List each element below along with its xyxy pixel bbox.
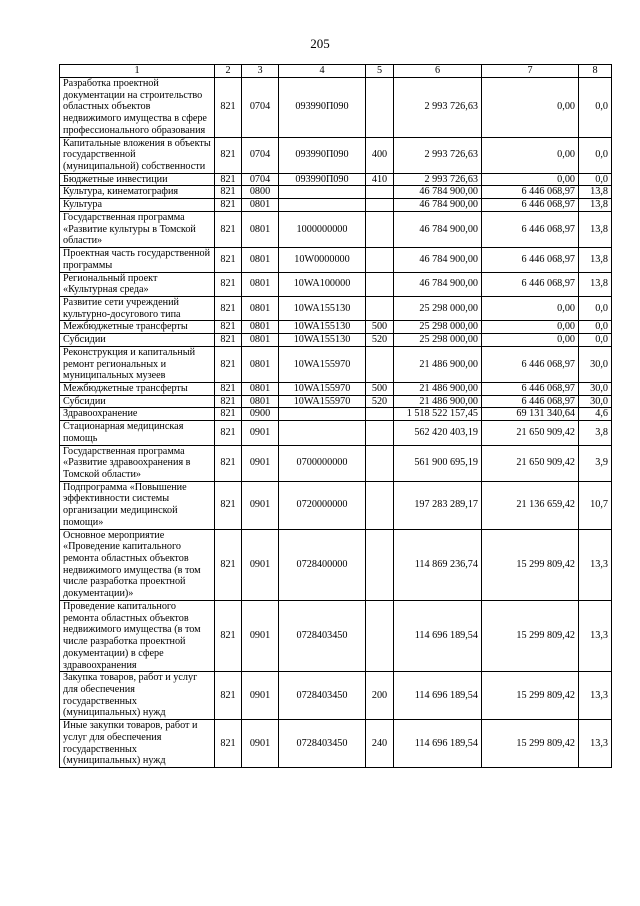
fact-amount-cell: 6 446 068,97 xyxy=(482,346,579,382)
plan-amount-cell: 197 283 289,17 xyxy=(394,481,482,529)
table-row xyxy=(60,272,612,296)
fact-amount-cell: 15 299 809,42 xyxy=(482,600,579,671)
section-code-cell: 0801 xyxy=(242,211,279,247)
plan-amount-cell: 2 993 726,63 xyxy=(394,137,482,173)
expense-type-cell xyxy=(366,211,394,247)
ved-code-cell: 821 xyxy=(215,186,242,199)
row-name-cell: Стационарная медицинская помощь xyxy=(60,421,215,445)
fact-amount-cell: 6 446 068,97 xyxy=(482,395,579,408)
section-code-cell: 0801 xyxy=(242,346,279,382)
ved-code-cell: 821 xyxy=(215,346,242,382)
section-code-cell: 0704 xyxy=(242,137,279,173)
expense-type-cell xyxy=(366,296,394,320)
section-code-cell: 0900 xyxy=(242,408,279,421)
plan-amount-cell: 46 784 900,00 xyxy=(394,272,482,296)
fact-amount-cell: 0,00 xyxy=(482,334,579,347)
header-cell: 6 xyxy=(394,65,482,78)
row-name-cell: Культура, кинематография xyxy=(60,186,215,199)
table-row xyxy=(60,481,612,529)
table-row xyxy=(60,211,612,247)
expense-type-cell xyxy=(366,199,394,212)
table-row xyxy=(60,395,612,408)
expense-type-cell xyxy=(366,272,394,296)
percent-cell: 3,8 xyxy=(579,421,612,445)
table-row xyxy=(60,186,612,199)
ved-code-cell: 821 xyxy=(215,173,242,186)
expense-type-cell xyxy=(366,445,394,481)
target-article-cell: 0728403450 xyxy=(279,600,366,671)
section-code-cell: 0901 xyxy=(242,600,279,671)
target-article-cell: 0728403450 xyxy=(279,672,366,720)
section-code-cell: 0901 xyxy=(242,672,279,720)
ved-code-cell: 821 xyxy=(215,211,242,247)
expense-type-cell xyxy=(366,421,394,445)
expense-type-cell: 520 xyxy=(366,395,394,408)
ved-code-cell: 821 xyxy=(215,137,242,173)
ved-code-cell: 821 xyxy=(215,248,242,272)
expense-type-cell xyxy=(366,600,394,671)
expense-type-cell: 410 xyxy=(366,173,394,186)
ved-code-cell: 821 xyxy=(215,321,242,334)
plan-amount-cell: 25 298 000,00 xyxy=(394,334,482,347)
table-row xyxy=(60,137,612,173)
percent-cell: 30,0 xyxy=(579,395,612,408)
target-article-cell xyxy=(279,199,366,212)
target-article-cell: 093990П090 xyxy=(279,137,366,173)
ved-code-cell: 821 xyxy=(215,296,242,320)
plan-amount-cell: 114 696 189,54 xyxy=(394,672,482,720)
ved-code-cell: 821 xyxy=(215,672,242,720)
target-article-cell: 10WA155130 xyxy=(279,334,366,347)
fact-amount-cell: 0,00 xyxy=(482,173,579,186)
plan-amount-cell: 2 993 726,63 xyxy=(394,173,482,186)
expense-type-cell: 240 xyxy=(366,720,394,768)
section-code-cell: 0801 xyxy=(242,382,279,395)
plan-amount-cell: 114 869 236,74 xyxy=(394,529,482,600)
plan-amount-cell: 25 298 000,00 xyxy=(394,296,482,320)
plan-amount-cell: 562 420 403,19 xyxy=(394,421,482,445)
row-name-cell: Развитие сети учреждений культурно-досугового типа xyxy=(60,296,215,320)
fact-amount-cell: 15 299 809,42 xyxy=(482,672,579,720)
row-name-cell: Субсидии xyxy=(60,395,215,408)
ved-code-cell: 821 xyxy=(215,529,242,600)
expense-type-cell: 500 xyxy=(366,382,394,395)
section-code-cell: 0901 xyxy=(242,421,279,445)
fact-amount-cell: 6 446 068,97 xyxy=(482,186,579,199)
row-name-cell: Основное мероприятие «Проведение капитального ремонта областных объектов недвижимого имущества (в том числе разработка проектной документации)» xyxy=(60,529,215,600)
section-code-cell: 0801 xyxy=(242,334,279,347)
fact-amount-cell: 15 299 809,42 xyxy=(482,720,579,768)
percent-cell: 0,0 xyxy=(579,78,612,138)
expense-type-cell xyxy=(366,529,394,600)
fact-amount-cell: 0,00 xyxy=(482,296,579,320)
percent-cell: 0,0 xyxy=(579,137,612,173)
row-name-cell: Проведение капитального ремонта областных объектов недвижимого имущества (в том числе разработка проектной документации) в сфере здравоохранения xyxy=(60,600,215,671)
fact-amount-cell: 6 446 068,97 xyxy=(482,272,579,296)
row-name-cell: Межбюджетные трансферты xyxy=(60,321,215,334)
expense-type-cell: 500 xyxy=(366,321,394,334)
fact-amount-cell: 0,00 xyxy=(482,321,579,334)
header-cell: 7 xyxy=(482,65,579,78)
fact-amount-cell: 15 299 809,42 xyxy=(482,529,579,600)
table-row xyxy=(60,600,612,671)
row-name-cell: Культура xyxy=(60,199,215,212)
plan-amount-cell: 46 784 900,00 xyxy=(394,211,482,247)
target-article-cell: 10WA155130 xyxy=(279,321,366,334)
percent-cell: 0,0 xyxy=(579,321,612,334)
percent-cell: 10,7 xyxy=(579,481,612,529)
row-name-cell: Здравоохранение xyxy=(60,408,215,421)
section-code-cell: 0801 xyxy=(242,248,279,272)
fact-amount-cell: 6 446 068,97 xyxy=(482,248,579,272)
section-code-cell: 0800 xyxy=(242,186,279,199)
ved-code-cell: 821 xyxy=(215,408,242,421)
ved-code-cell: 821 xyxy=(215,382,242,395)
plan-amount-cell: 46 784 900,00 xyxy=(394,248,482,272)
row-name-cell: Капитальные вложения в объекты государственной (муниципальной) собственности xyxy=(60,137,215,173)
header-cell: 3 xyxy=(242,65,279,78)
plan-amount-cell: 21 486 900,00 xyxy=(394,382,482,395)
percent-cell: 13,8 xyxy=(579,272,612,296)
page-number: 205 xyxy=(310,36,330,51)
plan-amount-cell: 1 518 522 157,45 xyxy=(394,408,482,421)
table-row xyxy=(60,382,612,395)
fact-amount-cell: 0,00 xyxy=(482,137,579,173)
percent-cell: 3,9 xyxy=(579,445,612,481)
header-cell: 4 xyxy=(279,65,366,78)
section-code-cell: 0704 xyxy=(242,173,279,186)
target-article-cell: 093990П090 xyxy=(279,173,366,186)
row-name-cell: Реконструкция и капитальный ремонт региональных и муниципальных музеев xyxy=(60,346,215,382)
percent-cell: 4,6 xyxy=(579,408,612,421)
fact-amount-cell: 0,00 xyxy=(482,78,579,138)
header-cell: 8 xyxy=(579,65,612,78)
fact-amount-cell: 6 446 068,97 xyxy=(482,382,579,395)
expense-type-cell: 200 xyxy=(366,672,394,720)
table-row xyxy=(60,445,612,481)
target-article-cell: 10WA155130 xyxy=(279,296,366,320)
plan-amount-cell: 2 993 726,63 xyxy=(394,78,482,138)
percent-cell: 13,8 xyxy=(579,199,612,212)
ved-code-cell: 821 xyxy=(215,421,242,445)
plan-amount-cell: 561 900 695,19 xyxy=(394,445,482,481)
target-article-cell: 10WA155970 xyxy=(279,346,366,382)
row-name-cell: Подпрограмма «Повышение эффективности системы организации медицинской помощи» xyxy=(60,481,215,529)
percent-cell: 0,0 xyxy=(579,296,612,320)
percent-cell: 13,8 xyxy=(579,248,612,272)
expense-type-cell: 400 xyxy=(366,137,394,173)
percent-cell: 13,3 xyxy=(579,529,612,600)
ved-code-cell: 821 xyxy=(215,78,242,138)
header-cell: 2 xyxy=(215,65,242,78)
ved-code-cell: 821 xyxy=(215,334,242,347)
expense-type-cell xyxy=(366,248,394,272)
table-row xyxy=(60,296,612,320)
ved-code-cell: 821 xyxy=(215,600,242,671)
section-code-cell: 0704 xyxy=(242,78,279,138)
section-code-cell: 0801 xyxy=(242,199,279,212)
plan-amount-cell: 114 696 189,54 xyxy=(394,600,482,671)
target-article-cell: 093990П090 xyxy=(279,78,366,138)
expense-type-cell xyxy=(366,78,394,138)
table-row xyxy=(60,421,612,445)
plan-amount-cell: 21 486 900,00 xyxy=(394,395,482,408)
row-name-cell: Проектная часть государственной программы xyxy=(60,248,215,272)
expense-type-cell xyxy=(366,346,394,382)
plan-amount-cell: 46 784 900,00 xyxy=(394,199,482,212)
expense-type-cell xyxy=(366,481,394,529)
target-article-cell: 0700000000 xyxy=(279,445,366,481)
header-cell: 5 xyxy=(366,65,394,78)
table-row xyxy=(60,199,612,212)
table-row xyxy=(60,346,612,382)
section-code-cell: 0801 xyxy=(242,296,279,320)
fact-amount-cell: 6 446 068,97 xyxy=(482,211,579,247)
section-code-cell: 0801 xyxy=(242,395,279,408)
expense-type-cell xyxy=(366,186,394,199)
percent-cell: 13,3 xyxy=(579,720,612,768)
budget-table xyxy=(59,64,612,768)
plan-amount-cell: 25 298 000,00 xyxy=(394,321,482,334)
target-article-cell: 0728403450 xyxy=(279,720,366,768)
table-row xyxy=(60,672,612,720)
target-article-cell: 1000000000 xyxy=(279,211,366,247)
header-cell: 1 xyxy=(60,65,215,78)
row-name-cell: Государственная программа «Развитие культуры в Томской области» xyxy=(60,211,215,247)
fact-amount-cell: 21 650 909,42 xyxy=(482,421,579,445)
expense-type-cell: 520 xyxy=(366,334,394,347)
plan-amount-cell: 46 784 900,00 xyxy=(394,186,482,199)
table-row xyxy=(60,334,612,347)
row-name-cell: Бюджетные инвестиции xyxy=(60,173,215,186)
fact-amount-cell: 6 446 068,97 xyxy=(482,199,579,212)
target-article-cell: 10W0000000 xyxy=(279,248,366,272)
percent-cell: 30,0 xyxy=(579,346,612,382)
target-article-cell: 0720000000 xyxy=(279,481,366,529)
row-name-cell: Государственная программа «Развитие здравоохранения в Томской области» xyxy=(60,445,215,481)
section-code-cell: 0801 xyxy=(242,321,279,334)
target-article-cell: 10WA155970 xyxy=(279,395,366,408)
table-row xyxy=(60,720,612,768)
fact-amount-cell: 69 131 340,64 xyxy=(482,408,579,421)
row-name-cell: Региональный проект «Культурная среда» xyxy=(60,272,215,296)
row-name-cell: Закупка товаров, работ и услуг для обеспечения государственных (муниципальных) нужд xyxy=(60,672,215,720)
ved-code-cell: 821 xyxy=(215,481,242,529)
percent-cell: 0,0 xyxy=(579,334,612,347)
ved-code-cell: 821 xyxy=(215,272,242,296)
row-name-cell: Разработка проектной документации на строительство областных объектов недвижимого имущества в сфере профессионального образования xyxy=(60,78,215,138)
section-code-cell: 0901 xyxy=(242,445,279,481)
row-name-cell: Субсидии xyxy=(60,334,215,347)
table-row xyxy=(60,173,612,186)
percent-cell: 13,8 xyxy=(579,211,612,247)
expense-type-cell xyxy=(366,408,394,421)
plan-amount-cell: 21 486 900,00 xyxy=(394,346,482,382)
table-row xyxy=(60,408,612,421)
target-article-cell xyxy=(279,186,366,199)
table-header-row xyxy=(60,65,612,78)
section-code-cell: 0901 xyxy=(242,529,279,600)
target-article-cell: 0728400000 xyxy=(279,529,366,600)
section-code-cell: 0801 xyxy=(242,272,279,296)
target-article-cell: 10WA100000 xyxy=(279,272,366,296)
target-article-cell xyxy=(279,408,366,421)
ved-code-cell: 821 xyxy=(215,720,242,768)
plan-amount-cell: 114 696 189,54 xyxy=(394,720,482,768)
target-article-cell: 10WA155970 xyxy=(279,382,366,395)
section-code-cell: 0901 xyxy=(242,481,279,529)
ved-code-cell: 821 xyxy=(215,445,242,481)
row-name-cell: Иные закупки товаров, работ и услуг для обеспечения государственных (муниципальных) нужд xyxy=(60,720,215,768)
section-code-cell: 0901 xyxy=(242,720,279,768)
percent-cell: 13,3 xyxy=(579,600,612,671)
percent-cell: 30,0 xyxy=(579,382,612,395)
percent-cell: 0,0 xyxy=(579,173,612,186)
fact-amount-cell: 21 650 909,42 xyxy=(482,445,579,481)
ved-code-cell: 821 xyxy=(215,395,242,408)
fact-amount-cell: 21 136 659,42 xyxy=(482,481,579,529)
table-row xyxy=(60,78,612,138)
ved-code-cell: 821 xyxy=(215,199,242,212)
percent-cell: 13,3 xyxy=(579,672,612,720)
table-row xyxy=(60,321,612,334)
table-row xyxy=(60,529,612,600)
table-row xyxy=(60,248,612,272)
target-article-cell xyxy=(279,421,366,445)
percent-cell: 13,8 xyxy=(579,186,612,199)
row-name-cell: Межбюджетные трансферты xyxy=(60,382,215,395)
